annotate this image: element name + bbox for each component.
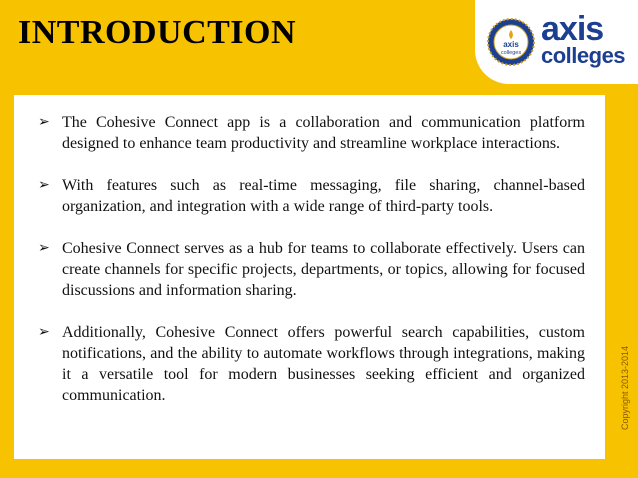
bullet-list [14, 95, 605, 406]
bullet-item [38, 112, 585, 154]
brand-name-line2: colleges [541, 43, 626, 68]
bullet-text: With features such as real-time messaging, file sharing, channel-based organization, and integration with a wide range of third-party tools. [62, 177, 585, 215]
arrow-right-icon: ➢ [38, 114, 50, 130]
bullet-text: The Cohesive Connect app is a collaboration and communication platform designed to enhance team productivity and streamline workplace interactions. [62, 114, 585, 152]
slide-title: INTRODUCTION [18, 14, 297, 51]
seal-text-line1: axis [503, 40, 519, 49]
brand-name-line1: axis [541, 10, 604, 48]
seal-text-line2: colleges [500, 50, 522, 56]
bullet-item [38, 238, 585, 301]
college-seal-icon [487, 18, 535, 66]
bullet-text: Cohesive Connect serves as a hub for teams to collaborate effectively. Users can create channels for specific projects, departments, or topics, allowing for focused discussions and information sharing. [62, 240, 585, 299]
content-box [14, 95, 605, 459]
copyright-text: Copyright 2013-2014 [620, 345, 630, 430]
bullet-item [38, 175, 585, 217]
bullet-text: Additionally, Cohesive Connect offers powerful search capabilities, custom notifications, and the ability to automate workflows through integrations, making it a versatile tool for modern businesses seeking efficient and organized communication. [62, 324, 585, 404]
arrow-right-icon: ➢ [38, 324, 50, 340]
brand-name [541, 12, 625, 67]
bullet-item [38, 322, 585, 406]
arrow-right-icon: ➢ [38, 177, 50, 193]
arrow-right-icon: ➢ [38, 240, 50, 256]
logo [475, 0, 638, 84]
